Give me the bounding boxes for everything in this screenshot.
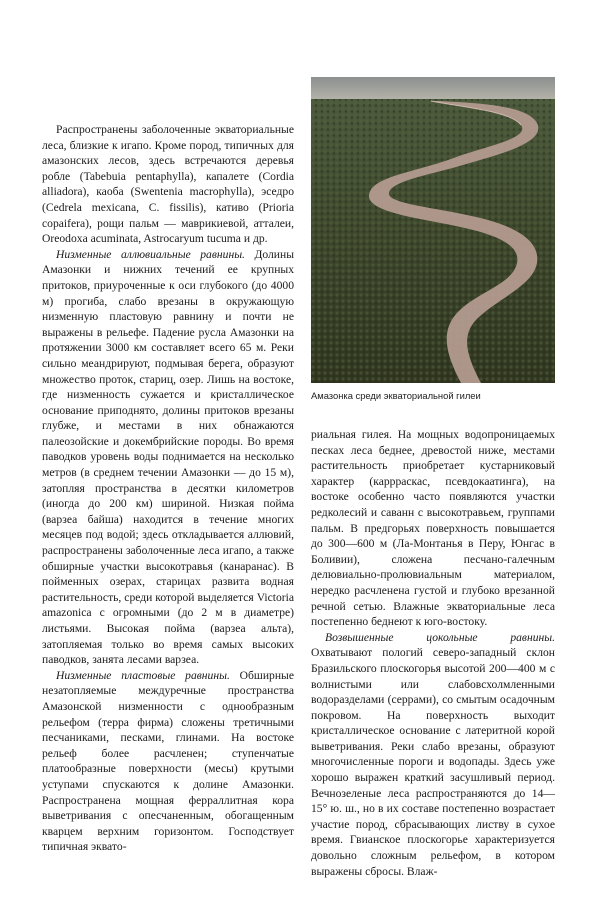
paragraph-text: Долины Амазонки и нижних течений ее крупных притоков, приуроченные к оси глубокого (до 4000 м) прогиба, слабо врезаны в окружающую низменную пластовую равнину и почти не выражены в рельефе. Падение русла Амазонки на протяжении 3000 км составляет всего 65 м. Реки сильно меандрируют, подмывая берега, образуют множество проток, стариц, озер. Лишь на востоке, где низменность сужается и кристаллическое основание приподнято, долины притоков врезаны глубже, и местами в них обнажаются палеозойские и докембрийские породы. Во время паводков уровень воды поднимается на несколько метров (в среднем течении Амазонки — до 15 м), затопляя пространства в десятки километров (иногда до 200 км) шириной. Низкая пойма (варзеа байша) находится в течение многих месяцев под водой; здесь откладывается аллювий, распространены заболоченные леса игапо, а также обширные участки высокотравья (канаранас). В пойменных озерах, старицах развита водная растительность, среди которой выделяется Victoria amazonica с огромными (до 2 м в диаметре) листьями. Высокая пойма (варзеа альта), затопляемая только во время самых высоких паводков, занята лесами варзеа.: [42, 247, 295, 667]
amazon-river-photo: [311, 77, 555, 383]
paragraph-text: риальная гилея. На мощных водопроницаемых песках леса беднее, древостой ниже, местами растительность приобретает кустарниковый характер (каррраскас, псевдокаатинга), на востоке особенно часто появляются участки редколесий и саванн с высокотравьем, группами пальм. В предгорьях поверхность повышается до 300—600 м (Ла-Монтанья в Перу, Юнгас в Боливии), сложена песчано-галечным делювиально-пролювиальным материалом, нередко расчленена густой и глубоко врезанной речной сетью. Влажные экваториальные леса постепенно беднеют к юго-востоку.: [311, 428, 555, 629]
paragraph-text: Охватывают пологий северо-западный склон Бразильского плоскогорья высотой 200—400 м с волнистыми или слабовсхолмленными водоразделами (серрами), со смытым осадочным покровом. На поверхность выходит кристаллическое основание с латеритной корой выветривания. Реки слабо врезаны, образуют многочисленные пороги и водопады. Здесь уже хорошо выражен краткий засушливый период. Вечнозеленые леса распространяются до 14—15° ю. ш., но в их составе постепенно возрастает участие пород, сбрасывающих листву в сухое время. Гвианское плоскогорье характеризуется довольно сложным рельефом, в котором выражены сбросы. Влаж-: [311, 646, 555, 878]
photo-caption: Амазонка среди экваториальной гилеи: [311, 390, 481, 401]
right-column: [311, 427, 555, 879]
left-column: [42, 122, 294, 855]
section-heading: Возвышенные цокольные равнины.: [325, 630, 555, 644]
sky: [311, 77, 555, 101]
paragraph-text: Обширные незатопляемые междуречные пространства Амазонской низменности с однообразным рельефом (терра фирма) сложены третичными песчаниками, песками, глинами. На востоке рельеф более расчленен; ступенчатые платообразные поверхности (месы) крутыми уступами спускаются к долине Амазонки. Распространена мощная ферраллитная кора выветривания с опесчаненным, обогащенным кварцем верхним горизонтом. Господствует типичная экватo-: [42, 668, 294, 854]
paragraph: [42, 668, 294, 855]
paragraph: [42, 247, 294, 668]
paragraph-text: Распространены заболоченные экваториальные леса, близкие к игапо. Кроме пород, типичных для амазонских лесов, здесь встречаются деревья робле (Tabebuia pentaphylla), капалете (Cordia alliadora), каоба (Swentenia macrophylla), эседро (Cedrela mexicana, C. fissilis), кативо (Prioria copaifera), рощи пальм — маврикиевой, атталеи, Oreodoxa acuminata, Astrocaryum tucuma и др.: [42, 123, 294, 246]
paragraph: [311, 630, 555, 880]
paragraph: [42, 122, 294, 247]
paragraph: [311, 427, 555, 630]
section-heading: Низменные аллювиальные равнины.: [56, 247, 245, 261]
section-heading: Низменные пластовые равнины.: [56, 668, 230, 682]
